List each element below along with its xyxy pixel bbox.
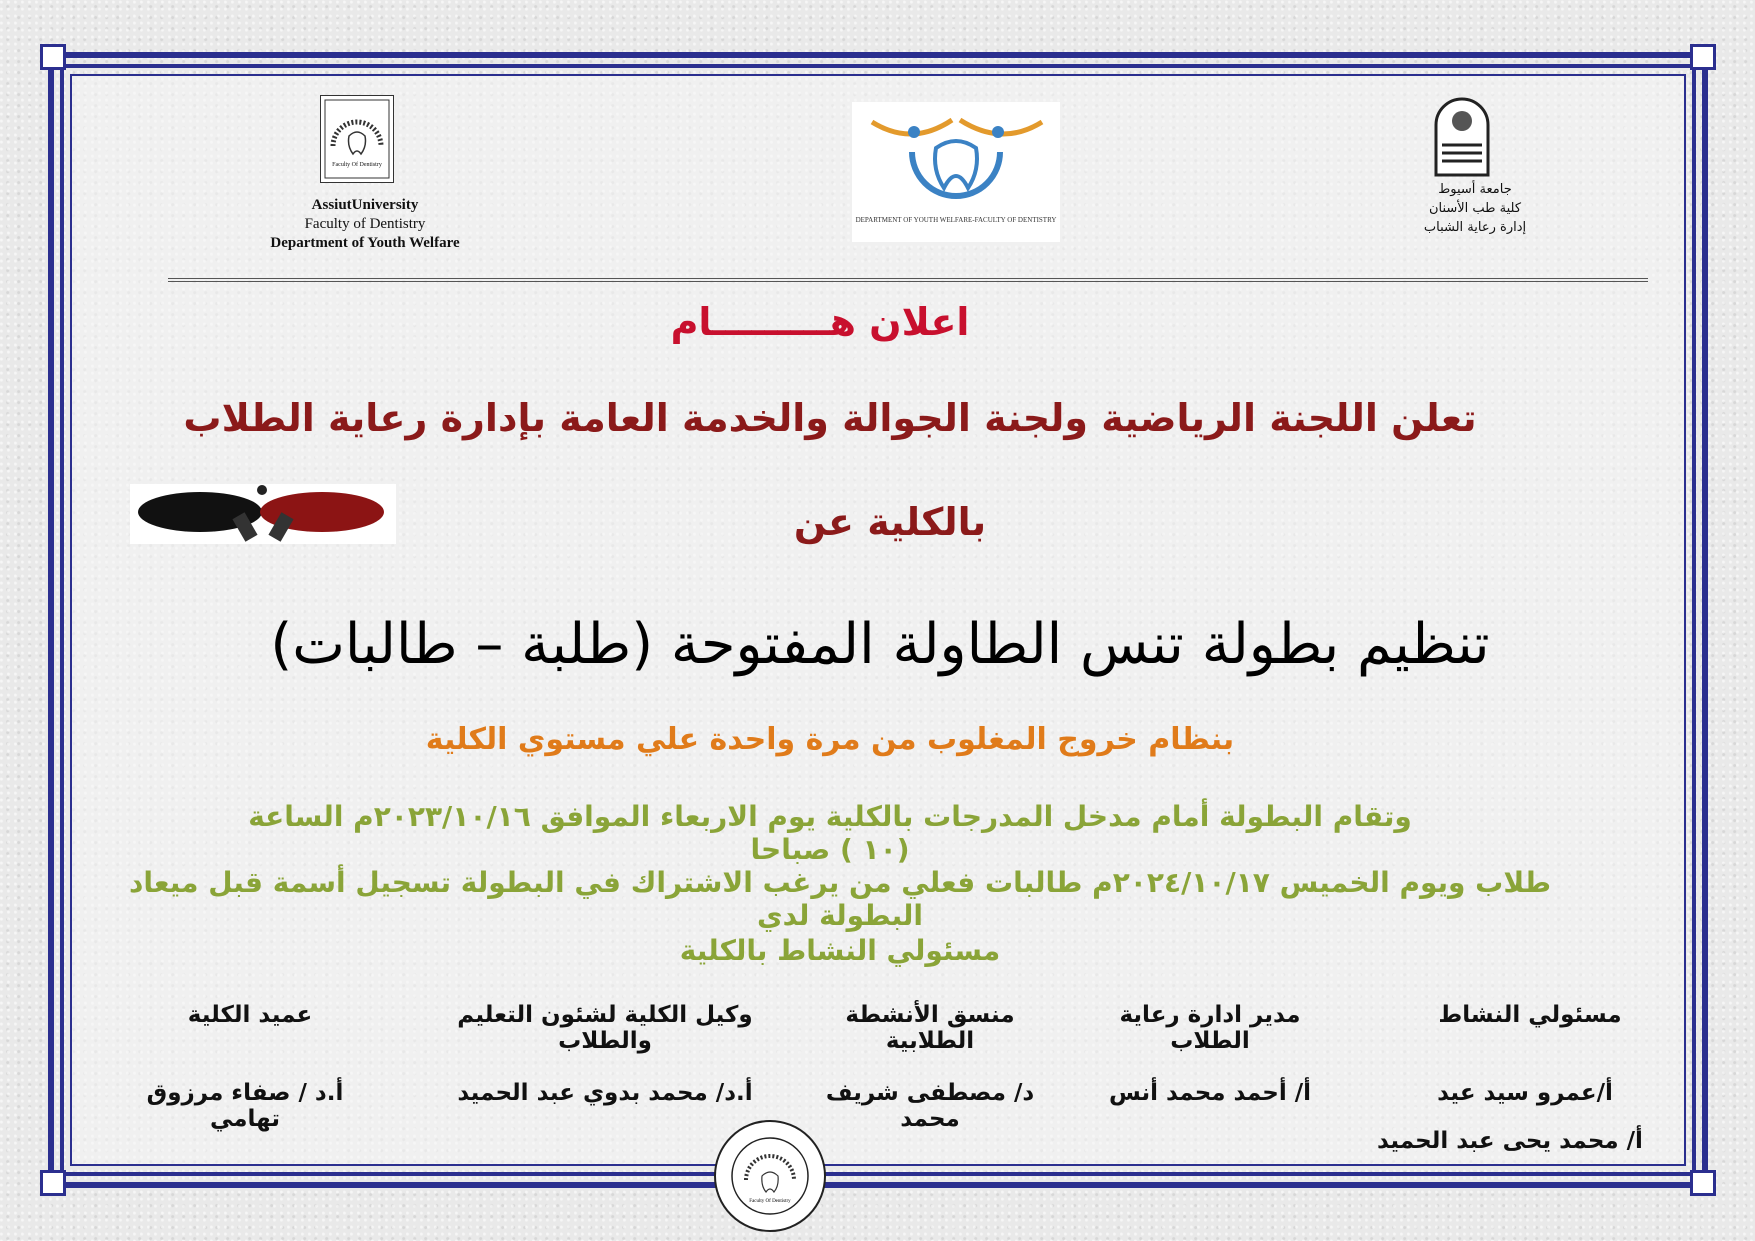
signature-title-vice-dean: وكيل الكلية لشئون التعليم والطلاب bbox=[457, 1002, 753, 1054]
youth-welfare-logo bbox=[852, 102, 1060, 242]
ping-pong-paddles-icon bbox=[130, 484, 396, 544]
signature-title-activity: مسئولي النشاط bbox=[1438, 1002, 1622, 1028]
signature-title-coordinator: منسق الأنشطة الطلابية bbox=[845, 1002, 1015, 1054]
tooth-logo-icon bbox=[852, 102, 1060, 242]
event-title: تنظيم بطولة تنس الطاولة المفتوحة (طلبة – طالبات) bbox=[270, 612, 1490, 677]
signature-name-activity-1: أ/عمرو سيد عيد bbox=[1437, 1080, 1613, 1106]
faculty-logo bbox=[320, 95, 394, 183]
university-seal bbox=[1432, 95, 1492, 177]
university-seal-icon bbox=[1432, 95, 1492, 177]
signature-title-dean: عميد الكلية bbox=[187, 1002, 313, 1028]
signature-name-activity-2: أ/ محمد يحى عبد الحميد bbox=[1377, 1128, 1643, 1154]
svg-text:Faculty Of Dentistry: Faculty Of Dentistry bbox=[749, 1199, 791, 1204]
svg-text:DEPARTMENT OF YOUTH WELFARE-FA: DEPARTMENT OF YOUTH WELFARE-FACULTY OF DENTISTRY bbox=[855, 216, 1057, 224]
announcement-title: اعلان هـــــــــام bbox=[670, 300, 970, 344]
announcement-line1: تعلن اللجنة الرياضية ولجنة الجوالة والخدمة العامة بإدارة رعاية الطلاب bbox=[183, 396, 1477, 440]
official-stamp bbox=[712, 1118, 828, 1234]
header-english bbox=[240, 196, 490, 253]
university-name: AssiutUniversity bbox=[311, 197, 419, 213]
svg-text:Faculty Of Dentistry: Faculty Of Dentistry bbox=[332, 162, 382, 168]
university-name-ar: جامعة أسيوط bbox=[1438, 182, 1512, 197]
department-name: Department of Youth Welfare bbox=[270, 235, 460, 251]
corner-ornament bbox=[1690, 1170, 1716, 1196]
header-divider bbox=[168, 278, 1648, 282]
tournament-system: بنظام خروج المغلوب من مرة واحدة علي مستوي الكلية bbox=[425, 722, 1235, 757]
faculty-name: Faculty of Dentistry bbox=[304, 216, 426, 232]
event-details-3: مسئولي النشاط بالكلية bbox=[679, 934, 1001, 967]
corner-ornament bbox=[40, 1170, 66, 1196]
event-details-1: وتقام البطولة أمام مدخل المدرجات بالكلية يوم الاربعاء الموافق ٢٠٢٣/١٠/١٦م الساعة (١٠ ) صباحا bbox=[248, 800, 1412, 866]
corner-ornament bbox=[40, 44, 66, 70]
faculty-name-ar: كلية طب الأسنان bbox=[1428, 201, 1522, 216]
header-arabic bbox=[1400, 180, 1550, 237]
department-name-ar: إدارة رعاية الشباب bbox=[1423, 220, 1527, 235]
signature-name-welfare-director: أ/ أحمد محمد أنس bbox=[1108, 1080, 1312, 1106]
announcement-line2: بالكلية عن bbox=[793, 500, 987, 544]
ping-pong-image bbox=[130, 484, 396, 544]
event-details-2: طلاب ويوم الخميس ٢٠٢٤/١٠/١٧م طالبات فعلي من يرغب الاشتراك في البطولة تسجيل أسمة قبل ميعاد البطولة لدي bbox=[129, 866, 1551, 932]
signature-name-coordinator: د/ مصطفى شريف محمد bbox=[825, 1080, 1035, 1132]
signature-name-dean: أ.د / صفاء مرزوق تهامي bbox=[146, 1080, 344, 1132]
signature-name-vice-dean: أ.د/ محمد بدوي عبد الحميد bbox=[457, 1080, 753, 1106]
signature-title-welfare-director: مدير ادارة رعاية الطلاب bbox=[1119, 1002, 1301, 1054]
corner-ornament bbox=[1690, 44, 1716, 70]
